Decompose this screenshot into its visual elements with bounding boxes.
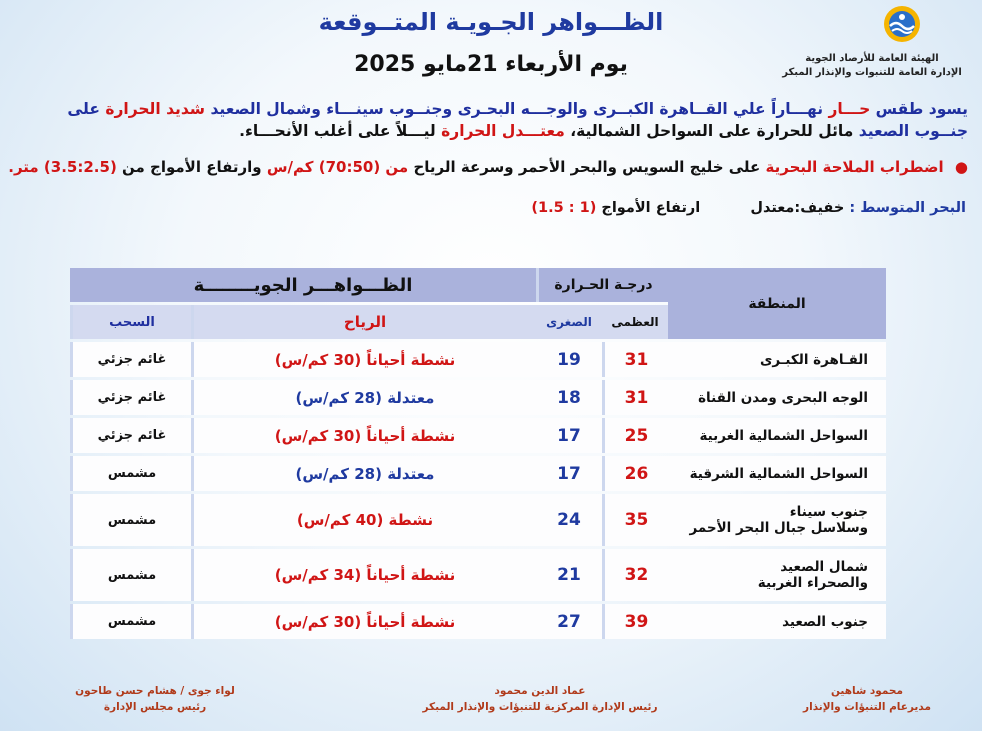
marine-4: وارتفاع الأمواج من: [122, 158, 262, 176]
fc-p8: معتـــدل الحرارة: [441, 122, 565, 140]
forecast-paragraph: [18, 98, 968, 142]
org-block: [782, 52, 962, 80]
med-3: ارتفاع الأمواج: [601, 200, 701, 216]
marine-1: اضطراب الملاحة البحرية: [765, 158, 944, 176]
mediterranean-line: [326, 200, 966, 216]
max-header: العظمى: [602, 305, 668, 339]
region-cell: القـاهرة الكبـرى: [668, 342, 886, 377]
wind-cell: نشطة أحياناً (30 كم/س): [191, 418, 536, 453]
cloud-cell: غائم جزئي: [70, 418, 191, 453]
sig-left-title: رئيس مجلس الإدارة: [103, 701, 207, 713]
region-line2: وسلاسل جبال البحر الأحمر: [689, 520, 868, 536]
max-temp: 32: [602, 549, 668, 601]
cloud-header: السحب: [70, 305, 191, 339]
table-row: [70, 380, 886, 415]
fc-p4: شديد الحرارة: [105, 100, 206, 118]
min-temp: 17: [536, 456, 602, 491]
wind-cell: نشطة أحياناً (30 كم/س): [191, 342, 536, 377]
signature-left: [60, 683, 250, 715]
table-row: [70, 342, 886, 377]
wind-cell: نشطة أحياناً (34 كم/س): [191, 549, 536, 601]
marine-line: [8, 158, 968, 176]
forecast-date: يوم الأربعاء 21مايو 2025: [354, 52, 628, 77]
max-temp: 25: [602, 418, 668, 453]
org-line2: الإدارة العامة للتنبوات والإنذار المبكر: [782, 67, 962, 78]
marine-5: (3.5:2.5) متر.: [8, 158, 117, 176]
cloud-cell: غائم جزئي: [70, 380, 191, 415]
max-temp: 31: [602, 342, 668, 377]
table-row: [70, 418, 886, 453]
region-cell: السواحل الشمالية الغربية: [668, 418, 886, 453]
fc-p5: على: [67, 100, 100, 118]
wind-cell: معتدلة (28 كم/س): [191, 380, 536, 415]
fc-p7: مائل للحرارة على السواحل الشمالية،: [570, 122, 854, 140]
fc-p3: نهـــاراً علي القــاهرة الكبــرى والوجـــه البحـرى وجنــوب سينـــاء وشمال الصعيد: [210, 100, 824, 118]
wind-header: الرياح: [191, 305, 536, 339]
cloud-cell: غائم جزئي: [70, 342, 191, 377]
marine-3: من (70:50) كم/س: [266, 158, 409, 176]
sig-right-title: مديرعام التنبؤات والإنذار: [803, 701, 931, 713]
med-4: (1 : 1.5): [531, 200, 597, 216]
min-temp: 19: [536, 342, 602, 377]
cloud-cell: مشمس: [70, 494, 191, 546]
org-line1: الهيئة العامة للأرصاد الجوية: [805, 53, 939, 64]
sig-left-name: لواء جوى / هشام حسن طاحون: [75, 685, 235, 697]
cloud-cell: مشمس: [70, 604, 191, 639]
table-row: [70, 549, 886, 601]
region-cell: [668, 549, 886, 601]
temperature-header: درجـة الحـرارة: [536, 268, 668, 302]
weather-table: [70, 265, 886, 642]
marine-2: على خليج السويس والبحر الأحمر وسرعة الرياح: [413, 158, 761, 176]
fc-p1: يسود طقس: [875, 100, 968, 118]
phenomena-header: الظـــواهـــر الجويــــــــة: [70, 268, 536, 302]
region-cell: الوجه البحرى ومدن القناة: [668, 380, 886, 415]
min-temp: 21: [536, 549, 602, 601]
page-title: الظـــواهر الجـويـة المتــوقعة: [318, 8, 664, 36]
signature-center: [390, 683, 690, 715]
bullet-icon: ●: [954, 158, 968, 176]
sig-center-name: عماد الدين محمود: [494, 685, 586, 697]
max-temp: 26: [602, 456, 668, 491]
max-temp: 35: [602, 494, 668, 546]
wind-cell: نشطة أحياناً (30 كم/س): [191, 604, 536, 639]
region-line1: جنوب سيناء: [789, 504, 868, 520]
max-temp: 31: [602, 380, 668, 415]
med-2: خفيف:معتدل: [750, 200, 845, 216]
wind-cell: معتدلة (28 كم/س): [191, 456, 536, 491]
med-1: البحر المتوسط :: [849, 200, 966, 216]
fc-p2: حـــار: [828, 100, 871, 118]
table-row: [70, 494, 886, 546]
table-row: [70, 456, 886, 491]
table-row: [70, 604, 886, 639]
region-header: المنطقة: [668, 268, 886, 339]
cloud-cell: مشمس: [70, 549, 191, 601]
fc-p9: ليـــلاً على أغلب الأنحـــاء.: [239, 122, 436, 140]
min-header: الصغرى: [536, 305, 602, 339]
wind-cell: نشطة (40 كم/س): [191, 494, 536, 546]
signature-right: [792, 683, 942, 715]
min-temp: 18: [536, 380, 602, 415]
region-cell: [668, 494, 886, 546]
min-temp: 24: [536, 494, 602, 546]
region-line1: شمال الصعيد: [780, 559, 868, 575]
region-cell: جنوب الصعيد: [668, 604, 886, 639]
sig-center-title: رئيس الإدارة المركزية للتنبؤات والإنذار المبكر: [422, 701, 658, 713]
max-temp: 39: [602, 604, 668, 639]
cloud-cell: مشمس: [70, 456, 191, 491]
ema-logo-icon: [882, 4, 922, 44]
min-temp: 17: [536, 418, 602, 453]
min-temp: 27: [536, 604, 602, 639]
fc-p6: جنــوب الصعيد: [858, 122, 968, 140]
region-cell: السواحل الشمالية الشرقية: [668, 456, 886, 491]
region-line2: والصحراء الغربية: [757, 575, 868, 591]
sig-right-name: محمود شاهين: [830, 685, 904, 697]
